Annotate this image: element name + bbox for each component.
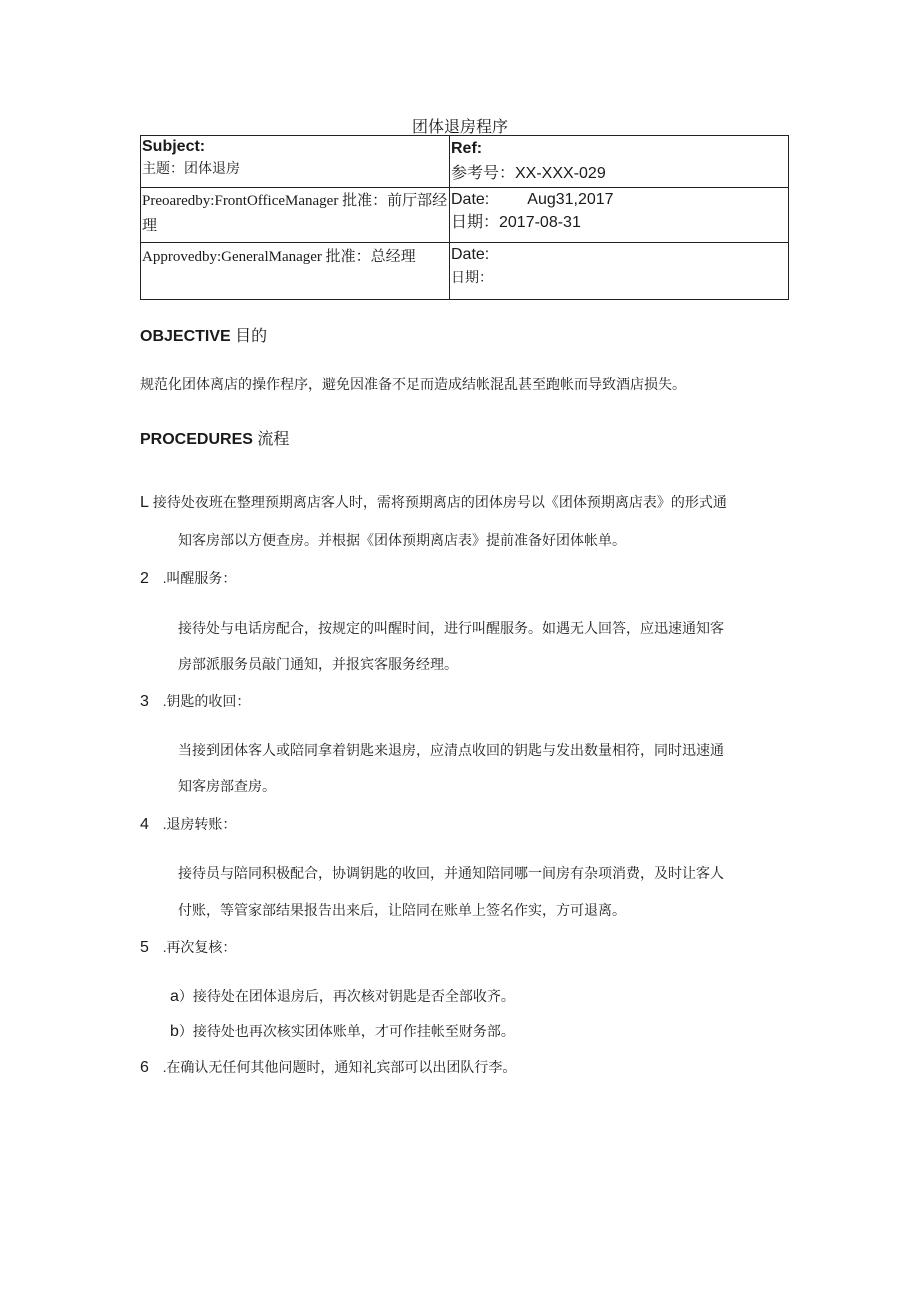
ref-value: 参考号：XX-XXX-029 [451,165,606,182]
step-2-line-2: 房部派服务员敲门通知，并报宾客服务经理。 [178,658,458,673]
objective-heading-en: OBJECTIVE [140,328,231,345]
date1-cn: 日期：2017-08-31 [451,214,581,231]
step-1 [140,492,727,512]
date2-label: Date: [451,246,490,263]
subject-cell [141,136,450,188]
subject-label: Subject: [142,138,206,155]
step-5-title: .再次复核： [162,941,237,956]
step-2-number: 2 [140,570,149,587]
date1-value: Aug31,2017 [527,191,614,208]
date1-label: Date: [451,191,490,208]
step-5 [140,937,236,957]
objective-text: 规范化团体离店的操作程序，避免因准备不足而造成结帐混乱甚至跑帐而导致酒店损失。 [140,378,686,393]
subject-value: 主题：团体退房 [142,162,240,177]
procedures-heading-cn: 流程 [257,431,290,448]
step-5-a-text: ）接待处在团体退房后，再次核对钥匙是否全部收齐。 [178,990,515,1005]
step-4 [140,814,236,834]
date2-cn: 日期： [451,271,493,286]
step-2-line-1: 接待处与电话房配合，按规定的叫醒时间，进行叫醒服务。如遇无人回答，应迅速通知客 [178,622,724,637]
step-3-title: .钥匙的收回： [162,695,251,710]
step-1-line-2: 知客房部以方便查房。并根据《团体预期离店表》提前准备好团体帐单。 [178,534,626,549]
step-3-line-2: 知客房部查房。 [178,780,276,795]
objective-heading [140,323,267,346]
header-table [140,135,789,300]
step-3 [140,691,250,711]
date2-cell [450,243,789,300]
step-5-item-b [170,1021,515,1041]
prepared-by: Preoaredby:FrontOfficeManager 批准：前厅部经理 [142,193,448,234]
step-5-a-label: a [170,988,179,1005]
procedures-heading [140,426,289,449]
step-5-number: 5 [140,939,149,956]
step-2-title: .叫醒服务： [162,572,237,587]
step-2 [140,568,236,588]
step-4-line-1: 接待员与陪同积极配合，协调钥匙的收回，并通知陪同哪一间房有杂项消费，及时让客人 [178,867,724,882]
step-1-line-1: 接待处夜班在整理预期离店客人时，需将预期离店的团体房号以《团体预期离店表》的形式通 [152,496,727,511]
step-4-line-2: 付账，等管家部结果报告出来后，让陪同在账单上签名作实，方可退离。 [178,904,626,919]
step-3-number: 3 [140,693,149,710]
approved-by: Approvedby:GeneralManager 批准：总经理 [142,249,416,265]
step-1-number: L [140,494,149,511]
step-6-text: .在确认无任何其他问题时，通知礼宾部可以出团队行李。 [162,1061,517,1076]
step-6-number: 6 [140,1059,149,1076]
step-6 [140,1057,516,1077]
procedures-heading-en: PROCEDURES [140,431,253,448]
step-4-number: 4 [140,816,149,833]
step-5-item-a [170,986,515,1006]
ref-label: Ref: [451,140,483,157]
prepared-cell [141,188,450,243]
step-3-line-1: 当接到团体客人或陪同拿着钥匙来退房，应清点收回的钥匙与发出数量相符，同时迅速通 [178,744,724,759]
objective-heading-cn: 目的 [235,328,268,345]
step-5-b-label: b [170,1023,179,1040]
ref-cell [450,136,789,188]
date1-cell [450,188,789,243]
step-5-b-text: ）接待处也再次核实团体账单，才可作挂帐至财务部。 [178,1025,515,1040]
document-title: 团体退房程序 [411,119,508,136]
approved-cell [141,243,450,300]
step-4-title: .退房转账： [162,818,237,833]
